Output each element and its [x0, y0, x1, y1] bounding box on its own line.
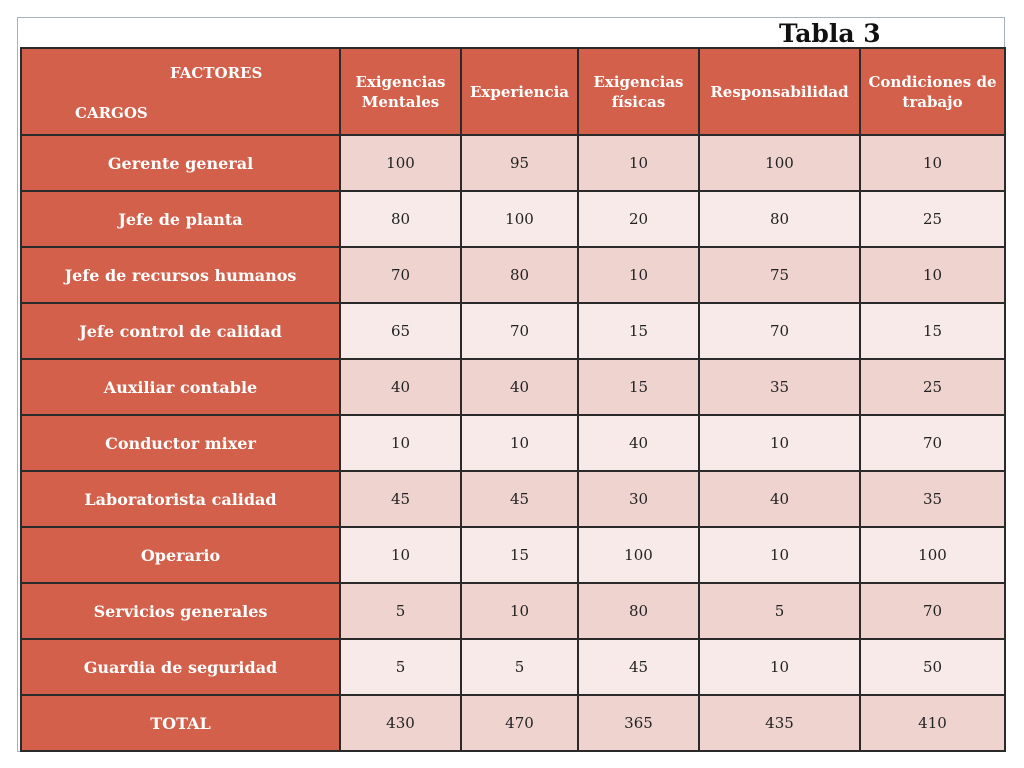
- total-row: [21, 695, 1005, 751]
- table-cell: 100: [340, 135, 461, 191]
- table-cell: 15: [860, 303, 1005, 359]
- table-cell: 40: [578, 415, 699, 471]
- row-label: Guardia de seguridad: [21, 639, 340, 695]
- table-title: Tabla 3: [779, 19, 881, 48]
- col-header-experiencia: Experiencia: [461, 48, 578, 135]
- total-cell: 435: [699, 695, 860, 751]
- table-cell: 30: [578, 471, 699, 527]
- row-label: Servicios generales: [21, 583, 340, 639]
- table-cell: 100: [699, 135, 860, 191]
- table-cell: 5: [699, 583, 860, 639]
- table-cell: 100: [578, 527, 699, 583]
- table-row: [21, 639, 1005, 695]
- table-row: [21, 191, 1005, 247]
- table-cell: 70: [699, 303, 860, 359]
- table-row: [21, 247, 1005, 303]
- col-header-responsabilidad: Responsabilidad: [699, 48, 860, 135]
- table-cell: 10: [340, 415, 461, 471]
- header-corner: [21, 48, 340, 135]
- total-cell: 410: [860, 695, 1005, 751]
- col-header-exigencias-mentales: Exigencias Mentales: [340, 48, 461, 135]
- table-row: [21, 135, 1005, 191]
- table-cell: 15: [461, 527, 578, 583]
- table-cell: 70: [461, 303, 578, 359]
- table-cell: 70: [340, 247, 461, 303]
- table-cell: 40: [699, 471, 860, 527]
- table-cell: 65: [340, 303, 461, 359]
- table-cell: 100: [860, 527, 1005, 583]
- table-cell: 15: [578, 359, 699, 415]
- table-cell: 10: [699, 415, 860, 471]
- table-cell: 95: [461, 135, 578, 191]
- factors-table: [20, 47, 1006, 752]
- table-cell: 50: [860, 639, 1005, 695]
- table-cell: 25: [860, 191, 1005, 247]
- table-cell: 80: [461, 247, 578, 303]
- table-cell: 10: [340, 527, 461, 583]
- table-cell: 80: [340, 191, 461, 247]
- table-cell: 70: [860, 583, 1005, 639]
- table-cell: 10: [699, 527, 860, 583]
- row-label: Auxiliar contable: [21, 359, 340, 415]
- table-cell: 20: [578, 191, 699, 247]
- table-cell: 10: [578, 247, 699, 303]
- table-cell: 10: [461, 415, 578, 471]
- table-cell: 75: [699, 247, 860, 303]
- table-cell: 80: [578, 583, 699, 639]
- table-cell: 45: [461, 471, 578, 527]
- factores-label: FACTORES: [170, 64, 263, 82]
- row-label: Jefe de recursos humanos: [21, 247, 340, 303]
- row-label: Laboratorista calidad: [21, 471, 340, 527]
- table-cell: 5: [340, 583, 461, 639]
- table-row: [21, 527, 1005, 583]
- table-cell: 45: [340, 471, 461, 527]
- table-row: [21, 415, 1005, 471]
- row-label: Jefe control de calidad: [21, 303, 340, 359]
- table-cell: 100: [461, 191, 578, 247]
- total-label: TOTAL: [21, 695, 340, 751]
- col-header-exigencias-fisicas: Exigencias físicas: [578, 48, 699, 135]
- row-label: Gerente general: [21, 135, 340, 191]
- table-cell: 10: [860, 135, 1005, 191]
- total-cell: 430: [340, 695, 461, 751]
- table-header-row: [21, 48, 1005, 135]
- table-cell: 10: [461, 583, 578, 639]
- row-label: Conductor mixer: [21, 415, 340, 471]
- total-cell: 365: [578, 695, 699, 751]
- table-row: [21, 303, 1005, 359]
- row-label: Jefe de planta: [21, 191, 340, 247]
- table-cell: 45: [578, 639, 699, 695]
- table-cell: 40: [340, 359, 461, 415]
- table-cell: 70: [860, 415, 1005, 471]
- table-cell: 10: [699, 639, 860, 695]
- table-cell: 10: [578, 135, 699, 191]
- table-cell: 25: [860, 359, 1005, 415]
- table-cell: 80: [699, 191, 860, 247]
- cargos-label: CARGOS: [75, 104, 148, 122]
- table-cell: 35: [860, 471, 1005, 527]
- table-cell: 15: [578, 303, 699, 359]
- table-cell: 5: [340, 639, 461, 695]
- table-cell: 10: [860, 247, 1005, 303]
- total-cell: 470: [461, 695, 578, 751]
- table-row: [21, 583, 1005, 639]
- col-header-condiciones-trabajo: Condiciones de trabajo: [860, 48, 1005, 135]
- table-cell: 5: [461, 639, 578, 695]
- row-label: Operario: [21, 527, 340, 583]
- table-cell: 35: [699, 359, 860, 415]
- table-row: [21, 471, 1005, 527]
- table-cell: 40: [461, 359, 578, 415]
- table-row: [21, 359, 1005, 415]
